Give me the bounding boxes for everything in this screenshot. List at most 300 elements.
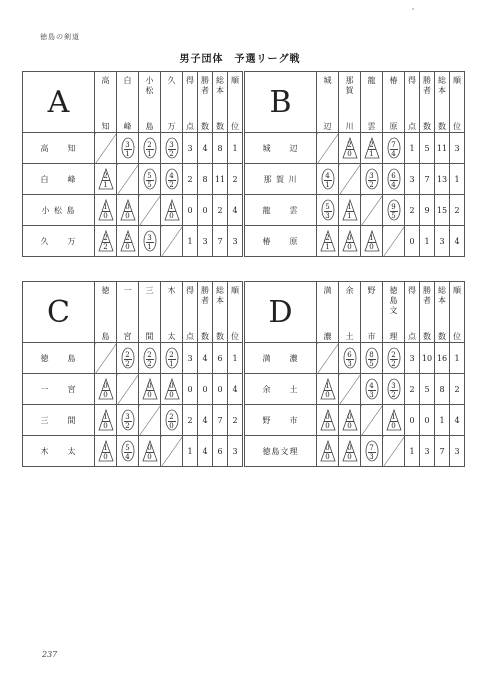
league-letter: A — [23, 72, 95, 133]
total-points: 15 — [435, 195, 450, 226]
loss-score-triangle — [142, 378, 158, 400]
rank: 1 — [450, 343, 465, 374]
points-total: 2 — [405, 374, 420, 405]
rank: 2 — [450, 374, 465, 405]
points-scored: 5 — [147, 181, 152, 189]
stat-column-header: 勝 者 数 — [198, 282, 213, 343]
points-scored: 3 — [369, 391, 374, 399]
win-score-circle — [120, 347, 136, 369]
win-score-circle — [386, 137, 402, 159]
winners-count: 3 — [420, 436, 435, 467]
match-result-cell — [117, 195, 139, 226]
match-result-cell — [139, 374, 161, 405]
team-row — [245, 164, 465, 195]
team-row — [23, 436, 243, 467]
match-result-cell — [317, 374, 339, 405]
self-match-cell — [361, 405, 383, 436]
stat-column-header: 総 本 数 — [213, 282, 228, 343]
rank: 3 — [228, 226, 243, 257]
points-scored: 1 — [325, 181, 330, 189]
loss-score-triangle — [98, 168, 114, 190]
match-result-cell — [161, 164, 183, 195]
loss-score-triangle — [120, 199, 136, 221]
winners-count: 0 — [198, 195, 213, 226]
match-result-cell — [383, 405, 405, 436]
bouts-won: 5 — [325, 203, 330, 211]
points-scored: 4 — [391, 181, 396, 189]
self-match-cell — [317, 343, 339, 374]
bouts-won: 2 — [369, 141, 374, 149]
total-points: 8 — [213, 133, 228, 164]
match-result-cell — [361, 343, 383, 374]
match-result-cell — [317, 195, 339, 226]
match-result-cell — [95, 374, 117, 405]
match-result-cell — [317, 226, 339, 257]
bouts-won: 3 — [125, 141, 130, 149]
team-name: 龍 雲 — [245, 195, 317, 226]
win-score-circle — [120, 409, 136, 431]
bouts-won: 2 — [391, 351, 396, 359]
match-result-cell — [317, 436, 339, 467]
league-grid — [244, 281, 465, 467]
speck — [412, 8, 414, 10]
rank: 3 — [228, 436, 243, 467]
bouts-won: 0 — [325, 444, 330, 452]
points-total: 1 — [405, 133, 420, 164]
stat-column-header: 順 位 — [228, 282, 243, 343]
points-total: 1 — [405, 436, 420, 467]
rank: 1 — [450, 164, 465, 195]
bouts-won: 3 — [369, 172, 374, 180]
self-match-cell — [95, 133, 117, 164]
match-result-cell — [139, 436, 161, 467]
loss-score-triangle — [364, 230, 380, 252]
bouts-won: 0 — [125, 203, 130, 211]
match-result-cell — [339, 226, 361, 257]
team-name: 小 松 島 — [23, 195, 95, 226]
loss-score-triangle — [98, 409, 114, 431]
winners-count: 7 — [420, 164, 435, 195]
points-scored: 3 — [369, 453, 374, 461]
self-match-cell — [139, 405, 161, 436]
bouts-won: 2 — [147, 141, 152, 149]
bouts-won: 2 — [147, 351, 152, 359]
win-score-circle — [386, 378, 402, 400]
self-match-cell — [95, 343, 117, 374]
team-name: 高 知 — [23, 133, 95, 164]
points-scored: 2 — [125, 360, 130, 368]
loss-score-triangle — [164, 199, 180, 221]
rank: 2 — [228, 405, 243, 436]
loss-score-triangle — [342, 199, 358, 221]
stat-column-header: 順 位 — [228, 72, 243, 133]
match-result-cell — [161, 374, 183, 405]
points-total: 0 — [183, 195, 198, 226]
team-row — [245, 436, 465, 467]
points-total: 3 — [183, 133, 198, 164]
bouts-won: 0 — [347, 444, 352, 452]
team-row — [245, 195, 465, 226]
stat-column-header: 得 点 — [405, 282, 420, 343]
match-result-cell — [95, 405, 117, 436]
league-grid — [22, 71, 243, 257]
team-row — [23, 195, 243, 226]
match-result-cell — [95, 436, 117, 467]
match-result-cell — [95, 164, 117, 195]
loss-score-triangle — [98, 440, 114, 462]
rank: 1 — [228, 343, 243, 374]
win-score-circle — [342, 347, 358, 369]
self-match-cell — [317, 133, 339, 164]
total-points: 7 — [213, 405, 228, 436]
team-row — [245, 405, 465, 436]
points-scored: 1 — [147, 243, 152, 251]
team-name: 満 濃 — [245, 343, 317, 374]
team-column-header: 一 宮 — [117, 282, 139, 343]
self-match-cell — [383, 436, 405, 467]
bouts-won: 1 — [369, 234, 374, 242]
points-scored: 2 — [103, 243, 108, 251]
win-score-circle — [164, 168, 180, 190]
total-points: 7 — [435, 436, 450, 467]
match-result-cell — [161, 133, 183, 164]
loss-score-triangle — [98, 378, 114, 400]
total-points: 2 — [213, 195, 228, 226]
points-scored: 0 — [103, 453, 108, 461]
bouts-won: 0 — [147, 382, 152, 390]
points-scored: 0 — [391, 422, 396, 430]
points-scored: 0 — [125, 243, 130, 251]
rank: 4 — [450, 226, 465, 257]
bouts-won: 2 — [125, 234, 130, 242]
match-result-cell — [361, 226, 383, 257]
rank: 2 — [450, 195, 465, 226]
loss-score-triangle — [342, 230, 358, 252]
match-result-cell — [361, 374, 383, 405]
match-result-cell — [117, 226, 139, 257]
points-scored: 0 — [103, 422, 108, 430]
bouts-won: 2 — [169, 413, 174, 421]
win-score-circle — [364, 440, 380, 462]
page-title: 男子団体 予選リーグ戦 — [179, 54, 301, 65]
total-points: 3 — [435, 226, 450, 257]
points-scored: 2 — [169, 150, 174, 158]
win-score-circle — [120, 440, 136, 462]
team-row — [23, 133, 243, 164]
loss-score-triangle — [342, 137, 358, 159]
bouts-won: 1 — [347, 203, 352, 211]
match-result-cell — [361, 164, 383, 195]
points-scored: 2 — [391, 391, 396, 399]
page-number: 237 — [42, 650, 58, 659]
loss-score-triangle — [342, 409, 358, 431]
match-result-cell — [161, 405, 183, 436]
loss-score-triangle — [320, 230, 336, 252]
league-grid — [244, 71, 465, 257]
loss-score-triangle — [164, 378, 180, 400]
match-result-cell — [95, 195, 117, 226]
points-scored: 0 — [369, 243, 374, 251]
stat-column-header: 順 位 — [450, 282, 465, 343]
team-column-header: 野 市 — [361, 282, 383, 343]
team-name: 余 土 — [245, 374, 317, 405]
match-result-cell — [95, 226, 117, 257]
points-scored: 4 — [125, 453, 130, 461]
loss-score-triangle — [342, 440, 358, 462]
match-result-cell — [139, 226, 161, 257]
bouts-won: 3 — [169, 141, 174, 149]
team-name: 徳 島 — [23, 343, 95, 374]
team-column-header: 三 間 — [139, 282, 161, 343]
points-total: 0 — [405, 405, 420, 436]
league-letter: C — [23, 282, 95, 343]
total-points: 16 — [435, 343, 450, 374]
points-scored: 0 — [169, 391, 174, 399]
team-column-header: 城 辺 — [317, 72, 339, 133]
bouts-won: 2 — [103, 234, 108, 242]
win-score-circle — [320, 168, 336, 190]
team-name: 城 辺 — [245, 133, 317, 164]
bouts-won: 4 — [369, 382, 374, 390]
total-points: 11 — [435, 133, 450, 164]
bouts-won: 9 — [391, 203, 396, 211]
team-column-header: 余 土 — [339, 282, 361, 343]
stat-column-header: 勝 者 数 — [198, 72, 213, 133]
bouts-won: 4 — [325, 172, 330, 180]
loss-score-triangle — [320, 378, 336, 400]
win-score-circle — [120, 137, 136, 159]
win-score-circle — [364, 378, 380, 400]
winners-count: 10 — [420, 343, 435, 374]
points-scored: 0 — [169, 422, 174, 430]
match-result-cell — [117, 405, 139, 436]
loss-score-triangle — [120, 230, 136, 252]
header-note: 徳島の剣道 — [40, 33, 80, 41]
points-scored: 0 — [325, 453, 330, 461]
winners-count: 0 — [420, 405, 435, 436]
rank: 2 — [228, 164, 243, 195]
win-score-circle — [142, 168, 158, 190]
bouts-won: 5 — [125, 444, 130, 452]
points-scored: 0 — [147, 391, 152, 399]
self-match-cell — [339, 164, 361, 195]
team-name: 椿 原 — [245, 226, 317, 257]
winners-count: 4 — [198, 405, 213, 436]
stat-column-header: 総 本 数 — [435, 282, 450, 343]
bouts-won: 4 — [169, 172, 174, 180]
team-column-header: 徳 島 — [95, 282, 117, 343]
points-scored: 0 — [325, 391, 330, 399]
bouts-won: 0 — [347, 234, 352, 242]
win-score-circle — [364, 347, 380, 369]
winners-count: 5 — [420, 374, 435, 405]
team-column-header: 久 万 — [161, 72, 183, 133]
win-score-circle — [386, 199, 402, 221]
stat-column-header: 順 位 — [450, 72, 465, 133]
winners-count: 3 — [198, 226, 213, 257]
points-total: 2 — [183, 405, 198, 436]
points-scored: 0 — [347, 422, 352, 430]
rank: 4 — [228, 374, 243, 405]
rank: 3 — [450, 436, 465, 467]
rank: 4 — [228, 195, 243, 226]
bouts-won: 7 — [391, 141, 396, 149]
points-scored: 1 — [169, 360, 174, 368]
win-score-circle — [164, 409, 180, 431]
loss-score-triangle — [98, 199, 114, 221]
points-scored: 1 — [347, 212, 352, 220]
league-grid — [22, 281, 243, 467]
match-result-cell — [117, 133, 139, 164]
bouts-won: 2 — [103, 172, 108, 180]
winners-count: 9 — [420, 195, 435, 226]
team-name: 三 間 — [23, 405, 95, 436]
bouts-won: 0 — [347, 413, 352, 421]
points-total: 0 — [183, 374, 198, 405]
points-total: 2 — [405, 195, 420, 226]
match-result-cell — [339, 195, 361, 226]
points-scored: 2 — [125, 422, 130, 430]
team-name: 那 賀 川 — [245, 164, 317, 195]
bouts-won: 1 — [325, 382, 330, 390]
match-result-cell — [361, 133, 383, 164]
team-name: 徳島文理 — [245, 436, 317, 467]
winners-count: 8 — [198, 164, 213, 195]
team-column-header: 小 松 島 — [139, 72, 161, 133]
points-scored: 2 — [391, 360, 396, 368]
points-scored: 3 — [325, 212, 330, 220]
loss-score-triangle — [320, 409, 336, 431]
points-scored: 3 — [347, 360, 352, 368]
total-points: 7 — [213, 226, 228, 257]
rank: 3 — [450, 133, 465, 164]
win-score-circle — [386, 347, 402, 369]
winners-count: 0 — [198, 374, 213, 405]
match-result-cell — [317, 405, 339, 436]
team-column-header: 徳 島 文 理 — [383, 282, 405, 343]
self-match-cell — [339, 374, 361, 405]
team-name: 久 万 — [23, 226, 95, 257]
stat-column-header: 得 点 — [405, 72, 420, 133]
match-result-cell — [339, 133, 361, 164]
rank: 1 — [228, 133, 243, 164]
points-scored: 5 — [369, 360, 374, 368]
bouts-won: 2 — [325, 234, 330, 242]
team-name: 一 宮 — [23, 374, 95, 405]
match-result-cell — [383, 133, 405, 164]
points-total: 1 — [183, 226, 198, 257]
bouts-won: 6 — [347, 351, 352, 359]
self-match-cell — [161, 226, 183, 257]
team-column-header: 木 太 — [161, 282, 183, 343]
rank: 4 — [450, 405, 465, 436]
match-result-cell — [139, 133, 161, 164]
winners-count: 4 — [198, 343, 213, 374]
points-scored: 1 — [325, 243, 330, 251]
league-letter: B — [245, 72, 317, 133]
match-result-cell — [117, 436, 139, 467]
team-row — [23, 405, 243, 436]
total-points: 13 — [435, 164, 450, 195]
total-points: 11 — [213, 164, 228, 195]
team-column-header: 那 賀 川 — [339, 72, 361, 133]
match-result-cell — [383, 195, 405, 226]
team-row — [23, 374, 243, 405]
self-match-cell — [361, 195, 383, 226]
points-total: 2 — [183, 164, 198, 195]
stat-column-header: 総 本 数 — [435, 72, 450, 133]
points-scored: 1 — [125, 150, 130, 158]
points-scored: 0 — [347, 243, 352, 251]
match-result-cell — [361, 436, 383, 467]
win-score-circle — [164, 347, 180, 369]
bouts-won: 0 — [325, 413, 330, 421]
match-result-cell — [339, 405, 361, 436]
match-result-cell — [117, 343, 139, 374]
self-match-cell — [161, 436, 183, 467]
team-row — [23, 226, 243, 257]
stat-column-header: 勝 者 数 — [420, 72, 435, 133]
loss-score-triangle — [320, 440, 336, 462]
team-column-header: 椿 原 — [383, 72, 405, 133]
bouts-won: 1 — [103, 444, 108, 452]
match-result-cell — [383, 164, 405, 195]
league-letter: D — [245, 282, 317, 343]
team-row — [245, 226, 465, 257]
bouts-won: 0 — [169, 382, 174, 390]
points-total: 0 — [405, 226, 420, 257]
self-match-cell — [139, 195, 161, 226]
match-result-cell — [383, 374, 405, 405]
points-scored: 2 — [169, 181, 174, 189]
points-scored: 0 — [125, 212, 130, 220]
winners-count: 4 — [198, 436, 213, 467]
team-row — [245, 133, 465, 164]
team-name: 木 太 — [23, 436, 95, 467]
points-total: 3 — [405, 343, 420, 374]
points-total: 3 — [405, 164, 420, 195]
win-score-circle — [364, 168, 380, 190]
stat-column-header: 勝 者 数 — [420, 282, 435, 343]
bouts-won: 2 — [125, 351, 130, 359]
loss-score-triangle — [142, 440, 158, 462]
total-points: 6 — [213, 343, 228, 374]
self-match-cell — [383, 226, 405, 257]
match-result-cell — [161, 343, 183, 374]
self-match-cell — [117, 374, 139, 405]
points-total: 3 — [183, 343, 198, 374]
winners-count: 1 — [420, 226, 435, 257]
points-scored: 0 — [347, 150, 352, 158]
team-row — [23, 343, 243, 374]
loss-score-triangle — [364, 137, 380, 159]
bouts-won: 1 — [391, 413, 396, 421]
team-column-header: 高 知 — [95, 72, 117, 133]
match-result-cell — [139, 343, 161, 374]
points-scored: 0 — [347, 453, 352, 461]
total-points: 6 — [213, 436, 228, 467]
points-scored: 0 — [169, 212, 174, 220]
win-score-circle — [142, 347, 158, 369]
win-score-circle — [164, 137, 180, 159]
points-scored: 1 — [103, 181, 108, 189]
points-scored: 4 — [391, 150, 396, 158]
team-row — [245, 374, 465, 405]
self-match-cell — [117, 164, 139, 195]
match-result-cell — [339, 436, 361, 467]
loss-score-triangle — [386, 409, 402, 431]
team-row — [245, 343, 465, 374]
